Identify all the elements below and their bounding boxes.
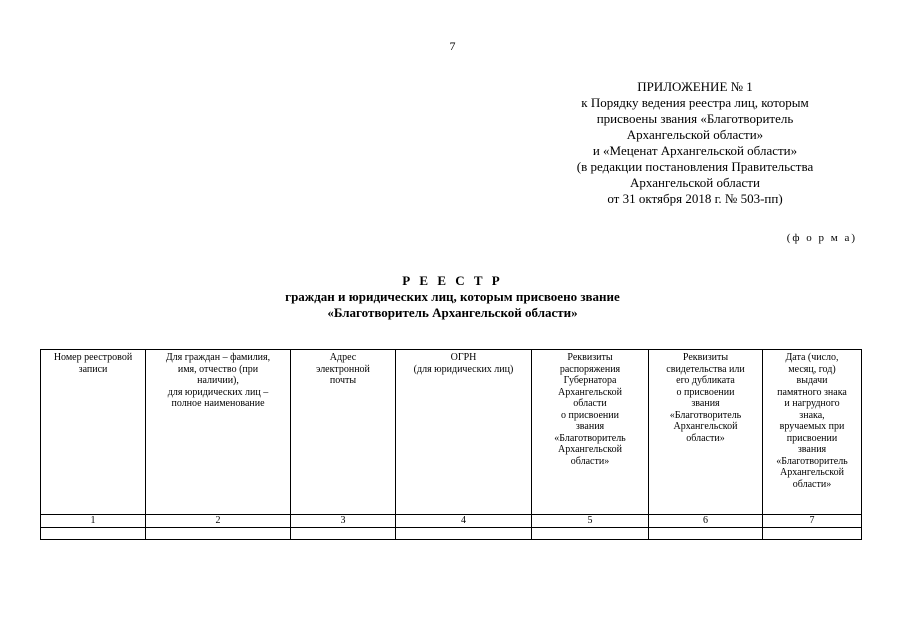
header-line: ОГРН bbox=[450, 352, 477, 363]
header-line: звания bbox=[797, 444, 827, 455]
column-number: 2 bbox=[146, 515, 291, 528]
empty-cell bbox=[649, 528, 763, 540]
header-cell-email bbox=[291, 350, 396, 515]
header-line: свидетельства или bbox=[666, 363, 745, 375]
header-line: для юридических лиц – bbox=[167, 386, 269, 398]
header-line: области» bbox=[792, 478, 832, 490]
empty-cell bbox=[763, 528, 862, 540]
appendix-line: Архангельской области» bbox=[626, 127, 764, 142]
header-line: Для граждан – фамилия, bbox=[165, 352, 271, 363]
form-label: (ф о р м а) bbox=[786, 232, 857, 244]
empty-cell bbox=[291, 528, 396, 540]
header-line: Архангельской bbox=[780, 467, 844, 478]
column-number: 1 bbox=[41, 515, 146, 528]
header-line: звания bbox=[691, 398, 720, 409]
header-line: Губернатора bbox=[563, 375, 617, 386]
registry-subtitle-line: граждан и юридических лиц, которым присвоено звание bbox=[285, 289, 620, 304]
header-line: записи bbox=[78, 363, 108, 375]
appendix-line: присвоены звания «Благотворитель bbox=[596, 111, 794, 126]
header-line: области bbox=[573, 398, 607, 409]
header-line: месяц, год) bbox=[788, 363, 836, 375]
appendix-line: Архангельской области bbox=[630, 175, 760, 190]
column-number: 4 bbox=[396, 515, 532, 528]
header-line: Адрес bbox=[329, 352, 357, 363]
appendix-line: к Порядку ведения реестра лиц, которым bbox=[581, 95, 809, 110]
header-line: Реквизиты bbox=[682, 352, 729, 363]
registry-subtitle-line: «Благотворитель Архангельской области» bbox=[327, 305, 578, 320]
header-line: присвоении bbox=[786, 432, 838, 444]
header-line: звания bbox=[575, 421, 605, 432]
header-line: почты bbox=[329, 375, 357, 386]
header-line: знака, bbox=[799, 409, 825, 421]
header-cell-badge-date bbox=[763, 350, 862, 515]
header-line: о присвоении bbox=[561, 409, 619, 421]
header-cell-ogrn bbox=[396, 350, 532, 515]
header-line: электронной bbox=[316, 363, 370, 375]
header-cell-certificate bbox=[649, 350, 763, 515]
registry-table bbox=[40, 349, 862, 540]
empty-table-row bbox=[41, 528, 862, 540]
column-number-row bbox=[41, 515, 862, 528]
appendix-line: ПРИЛОЖЕНИЕ № 1 bbox=[637, 79, 753, 94]
column-number: 6 bbox=[649, 515, 763, 528]
header-line: Номер реестровой bbox=[53, 352, 133, 363]
column-number: 7 bbox=[763, 515, 862, 528]
header-line: полное наименование bbox=[171, 398, 265, 409]
header-line: Реквизиты bbox=[567, 352, 613, 363]
header-line: о присвоении bbox=[676, 386, 735, 398]
header-line: области» bbox=[570, 455, 610, 467]
header-cell-governor-order bbox=[532, 350, 649, 515]
header-line: «Благотворитель bbox=[669, 409, 742, 421]
empty-cell bbox=[532, 528, 649, 540]
empty-cell bbox=[146, 528, 291, 540]
empty-cell bbox=[41, 528, 146, 540]
header-line: имя, отчество (при bbox=[177, 363, 259, 375]
table-header-row bbox=[41, 350, 862, 515]
header-line: распоряжения bbox=[559, 363, 621, 375]
header-cell-name bbox=[146, 350, 291, 515]
registry-heading bbox=[0, 273, 905, 321]
header-line: «Благотворитель bbox=[776, 455, 848, 467]
appendix-line: (в редакции постановления Правительства bbox=[576, 159, 814, 174]
header-line: Архангельской bbox=[558, 444, 622, 455]
header-line: наличии), bbox=[197, 375, 239, 386]
header-cell-record-number bbox=[41, 350, 146, 515]
header-line: Архангельской bbox=[558, 386, 622, 398]
appendix-line: и «Меценат Архангельской области» bbox=[592, 143, 798, 158]
header-line: выдачи bbox=[796, 375, 828, 386]
column-number: 5 bbox=[532, 515, 649, 528]
header-line: памятного знака bbox=[777, 386, 847, 398]
registry-title: Р Е Е С Т Р bbox=[402, 273, 503, 288]
empty-cell bbox=[396, 528, 532, 540]
appendix-block bbox=[520, 79, 870, 207]
header-line: вручаемых при bbox=[779, 421, 845, 432]
appendix-line: от 31 октября 2018 г. № 503-пп) bbox=[607, 191, 783, 206]
header-line: его дубликата bbox=[676, 375, 735, 386]
page-number: 7 bbox=[449, 39, 456, 53]
header-line: «Благотворитель bbox=[554, 432, 626, 444]
header-line: области» bbox=[686, 432, 725, 444]
header-line: Архангельской bbox=[673, 421, 738, 432]
column-number: 3 bbox=[291, 515, 396, 528]
header-line: Дата (число, bbox=[785, 352, 839, 363]
header-line: (для юридических лиц) bbox=[413, 363, 514, 375]
header-line: и нагрудного bbox=[784, 398, 840, 409]
